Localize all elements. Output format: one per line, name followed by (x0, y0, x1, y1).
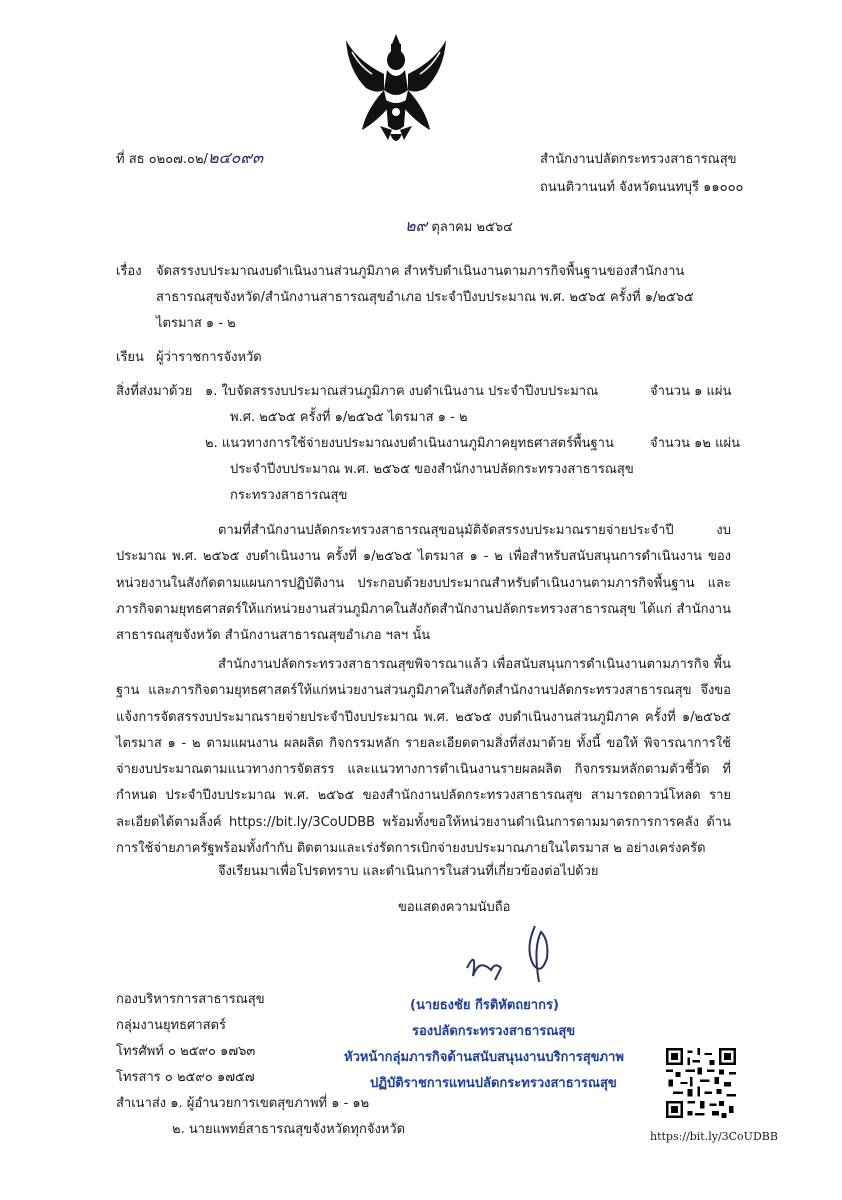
cc-item-2: ๒. นายแพทย์สาธารณสุขจังหวัดทุกจังหวัด (172, 1122, 406, 1137)
enclosure-item-2-cont: ประจำปีงบประมาณ พ.ศ. ๒๕๖๕ ของสำนักงานปลัดกระทรวงสาธารณสุข (230, 462, 634, 477)
cc-item-1: สำเนาส่ง ๑. ผู้อำนวยการเขตสุขภาพที่ ๑ - ๑๒ (116, 1096, 370, 1111)
enclosure-item-2-cont-2: กระทรวงสาธารณสุข (230, 488, 348, 503)
reference-number-printed: ที่ สธ ๐๒๐๗.๐๒/ (116, 152, 208, 167)
subject-line-2: สาธารณสุขจังหวัด/สำนักงานสาธารณสุขอำเภอ ประจำปีงบประมาณ พ.ศ. ๒๕๖๕ ครั้งที่ ๑/๒๕๖๕ (156, 290, 694, 305)
reference-number (116, 148, 263, 170)
signer-title-3: ปฏิบัติราชการแทนปลัดกระทรวงสาธารณสุข (370, 1076, 617, 1091)
salutation-label: เรียน (116, 350, 144, 365)
subject-line-3: ไตรมาส ๑ - ๒ (156, 316, 236, 331)
body-paragraph-3: จึงเรียนมาเพื่อโปรดทราบ และดำเนินการในส่วนที่เกี่ยวข้องต่อไปด้วย (218, 864, 599, 879)
reference-number-handwritten: ๒๔๐๙๓ (207, 148, 264, 167)
footer-phone: โทรศัพท์ ๐ ๒๕๙๐ ๑๗๖๓ (116, 1044, 256, 1059)
enclosure-item-2: ๒. แนวทางการใช้จ่ายงบประมาณงบดำเนินงานภูมิภาคยุทธศาสตร์พื้นฐาน (205, 436, 614, 451)
enclosure-item-2-qty: จำนวน ๑๒ แผ่น (650, 436, 740, 451)
office-address: ถนนติวานนท์ จังหวัดนนทบุรี ๑๑๐๐๐ (540, 180, 744, 195)
signature-icon (455, 918, 575, 988)
garuda-emblem-icon (336, 30, 456, 150)
enclosure-item-1: ๑. ใบจัดสรรงบประมาณส่วนภูมิภาค งบดำเนินงาน ประจำปีงบประมาณ (205, 384, 599, 399)
signer-title-2: หัวหน้ากลุ่มภารกิจด้านสนับสนุนงานบริการสุขภาพ (344, 1050, 624, 1065)
enclosure-item-1-cont: พ.ศ. ๒๕๖๕ ครั้งที่ ๑/๒๕๖๕ ไตรมาส ๑ - ๒ (230, 410, 468, 425)
footer-fax: โทรสาร ๐ ๒๕๙๐ ๑๗๕๗ (116, 1070, 255, 1085)
footer-division: กองบริหารการสาธารณสุข (116, 992, 265, 1007)
closing-phrase: ขอแสดงความนับถือ (398, 900, 511, 915)
body-paragraph-1: ตามที่สำนักงานปลัดกระทรวงสาธารณสุขอนุมัติจัดสรรงบประมาณรายจ่ายประจำปี งบประมาณ พ.ศ. ๒๕๖๕ งบดำเนินงาน ครั้งที่ ๑/๒๕๖๕ ไตรมาส ๑ - ๒ เพื่อสำหรับสนับสนุนการดำเนินงาน ของหน่วยงานในสังกัดตามแผนการปฏิบัติงาน ประกอบด้วยงบประมาณสำหรับดำเนินงานตามภารกิจพื้นฐาน และ ภารกิจตามยุทธศาสตร์ให้แก่หน่วยงานส่วนภูมิภาคในสังกัดสำนักงานปลัดกระทรวงสาธารณสุข ได้แก่ สำนักงาน สาธารณสุขจังหวัด สำนักงานสาธารณสุขอำเภอ ฯลฯ นั้น (116, 523, 731, 644)
signer-title-1: รองปลัดกระทรวงสาธารณสุข (412, 1024, 576, 1039)
date-month-year: ตุลาคม ๒๕๖๔ (431, 220, 514, 235)
document-date (405, 216, 513, 238)
salutation-recipient: ผู้ว่าราชการจังหวัด (156, 350, 262, 365)
subject-line-1: จัดสรรงบประมาณงบดำเนินงานส่วนภูมิภาค สำหรับดำเนินงานตามภารกิจพื้นฐานของสำนักงาน (156, 264, 685, 279)
enclosure-item-1-qty: จำนวน ๑ แผ่น (650, 384, 732, 399)
enclosures-label: สิ่งที่ส่งมาด้วย (116, 384, 193, 399)
qr-code-caption: https://bit.ly/3CoUDBB (650, 1130, 778, 1143)
subject-label: เรื่อง (116, 264, 142, 279)
qr-code-icon[interactable] (666, 1048, 736, 1118)
office-name: สำนักงานปลัดกระทรวงสาธารณสุข (540, 152, 737, 167)
signer-name: (นายธงชัย กีรติหัตถยากร) (410, 998, 559, 1013)
date-day-handwritten: ๒๙ (405, 216, 428, 235)
body-paragraph-2: สำนักงานปลัดกระทรวงสาธารณสุขพิจารณาแล้ว เพื่อสนับสนุนการดำเนินงานตามภารกิจ พื้นฐาน และภารกิจตามยุทธศาสตร์ให้แก่หน่วยงานส่วนภูมิภาคในสังกัดสำนักงานปลัดกระทรวงสาธารณสุข จึงขอแจ้งการจัดสรรงบประมาณรายจ่ายประจำปีงบประมาณ พ.ศ. ๒๕๖๕ งบดำเนินงานส่วนภูมิภาค ครั้งที่ ๑/๒๕๖๕ ไตรมาส ๑ - ๒ ตามแผนงาน ผลผลิต กิจกรรมหลัก รายละเอียดตามสิ่งที่ส่งมาด้วย ทั้งนี้ ขอให้ พิจารณาการใช้จ่ายงบประมาณตามแนวทางการจัดสรร และแนวทางการดำเนินงานรายผลผลิต กิจกรรมหลักตามตัวชี้วัด ที่กำหนด ประจำปีงบประมาณ พ.ศ. ๒๕๖๕ ของสำนักงานปลัดกระทรวงสาธารณสุข สามารถดาวน์โหลด รายละเอียดได้ตามลิ้งค์ https://bit.ly/3CoUDBB พร้อมทั้งขอให้หน่วยงานดำเนินการตามมาตรการการคลัง ด้านการใช้จ่ายภาครัฐพร้อมทั้งกำกับ ติดตามและเร่งรัดการเบิกจ่ายงบประมาณภายในไตรมาส ๒ อย่างเคร่งครัด (116, 657, 731, 857)
footer-group: กลุ่มงานยุทธศาสตร์ (116, 1018, 226, 1033)
